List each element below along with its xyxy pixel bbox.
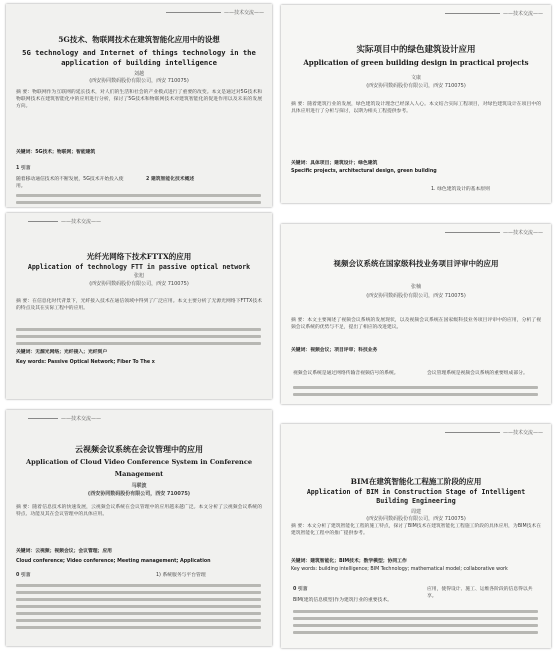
section-heading: 0 引言: [16, 573, 31, 578]
body-column-right: 1) 系统服务与平台管理: [156, 573, 206, 578]
keywords: 关键词：建筑智能化；BIM技术；数学模型；协同工作: [291, 559, 407, 564]
abstract: 摘 要：随着建筑行业的发展，绿色建筑设计理念已经深入人心。本文结合实际工程项目，对绿色建筑设计在项目中的具体应用进行了分析与探讨，以期为相关工程提供参考。: [291, 102, 541, 114]
column-header: ——技术交流——: [445, 429, 543, 436]
author: 张旭: [133, 273, 144, 279]
body-text-lines: [16, 194, 261, 207]
affiliation: (西安协同数码股份有限公司，西安 710075): [366, 83, 466, 89]
section-heading: 1 引言: [16, 166, 31, 171]
keywords: 关键词：视频会议；项目评审；科技业务: [291, 348, 378, 353]
column-header: ——技术交流——: [166, 9, 264, 16]
author: 张楠: [410, 284, 421, 290]
keywords-en: Key words: building intelligence; BIM Technology; mathematical model; collaborative work: [291, 567, 508, 572]
abstract: 摘 要：在信息化时代背景下，光纤接入技术在通信领域中得到了广泛应用。本文主要分析了无源光网络下FTTX技术的特点及其在实际工程中的应用。: [16, 299, 262, 311]
keywords-en: Key words: Passive Optical Network; Fiber To The x: [16, 360, 155, 365]
article-title-cn: 光纤光网络下技术FTTX的应用: [86, 252, 192, 261]
article-title-cn: 云视频会议系统在会议管理中的应用: [75, 444, 203, 454]
body-column-left: BIM(建筑信息模型)作为建筑行业的重要技术。: [293, 598, 392, 603]
article-title-en: Application of green building design in practical projects: [303, 58, 529, 67]
affiliation: (西安协同数码股份有限公司，西安 710075): [366, 293, 466, 299]
article-title-cn: 实际项目中的绿色建筑设计应用: [356, 45, 476, 55]
article-title-cn: BIM在建筑智能化工程施工阶段的应用: [350, 477, 482, 486]
section-heading: 1. 绿色建筑设计的基本原则: [431, 187, 490, 192]
article-clipping-5g: [6, 4, 272, 207]
article-title-en-line2: Building Engineering: [376, 497, 456, 505]
article-title-en-line1: Application of BIM in Construction Stage of Intelligent: [306, 488, 526, 496]
abstract: 摘 要：本文主要阐述了视频会议系统的发展现状，以及视频会议系统在国家级科技业务项目评审中的应用，分析了视频会议系统的优势与不足，提出了相应的改进建议。: [291, 318, 541, 330]
affiliation: (西安协同数码股份有限公司，西安 710075): [366, 516, 466, 522]
article-title-en: Application of technology FTT in passive optical network: [27, 263, 251, 271]
affiliation: (西安协同数码股份有限公司，西安 710075): [89, 78, 189, 84]
article-clipping-bim: [281, 424, 551, 648]
article-clipping-video-conference-review: [281, 224, 551, 404]
author: 周建: [410, 509, 421, 515]
section-heading: 0 引言: [293, 587, 308, 592]
column-header: ——技术交流——: [28, 218, 101, 225]
body-text-lines: [16, 328, 261, 349]
article-title-cn: 5G技术、物联网技术在建筑智能化应用中的设想: [58, 35, 220, 44]
article-clipping-fttx: [6, 213, 272, 399]
keywords: 关键词：无源光网络；光纤接入；光纤到户: [16, 350, 108, 355]
author: 刘越: [133, 71, 144, 77]
author: 马联波: [131, 483, 147, 489]
affiliation: (西安协同数码股份有限公司，西安 710075): [87, 491, 191, 497]
column-header: ——技术交流——: [445, 10, 543, 17]
column-header: ——技术交流——: [28, 415, 101, 422]
author: 文康: [410, 75, 421, 81]
abstract: 摘 要：随着信息技术的快速发展，云视频会议系统在会议管理中的应用越来越广泛。本文分析了云视频会议系统的特点、功能及其在会议管理中的具体应用。: [16, 505, 262, 517]
keywords: 关键词：具体项目；建筑设计；绿色建筑: [291, 161, 378, 166]
article-title-cn: 视频会议系统在国家级科技业务项目评审中的应用: [333, 259, 499, 268]
body-column-right: 2 建筑智能化技术概述: [146, 177, 195, 182]
body-text-lines: [293, 386, 538, 400]
body-text-lines: [293, 610, 538, 638]
keywords-en: Cloud conference; Video conference; Meeting management; Application: [16, 559, 211, 564]
article-title-en-line2: application of building intelligence: [61, 58, 217, 67]
body-column-left: 随着移动通信技术的不断发展，5G技术开始投入使用。: [16, 177, 124, 190]
keywords: 关键词：5G技术；物联网；智能建筑: [16, 150, 96, 155]
article-clipping-cloud-video-conference: [6, 410, 272, 646]
column-header: ——技术交流——: [445, 229, 543, 236]
abstract: 摘 要：物联网作为互联网的延长技术，对人们的生活和社会的产业模式进行了重要的改变。本文是通过对5G技术和物联网技术在建筑智能化中的应用进行分析，探讨了5G技术和物联网技术对建筑智能化的促进作用以及未来的发展方向。: [16, 90, 262, 109]
affiliation: (西安协同数码股份有限公司，西安 710075): [89, 281, 189, 287]
keywords-en: Specific projects, architectural design, green building: [291, 169, 437, 174]
body-text-lines: [16, 584, 261, 633]
body-column-right: 应用，使得设计、施工、运维各阶段的信息得以共享。: [427, 587, 533, 600]
body-column-left: 视频会议系统是通过网络传输音视频信号的系统。: [293, 371, 399, 376]
article-title-en-line1: 5G technology and Internet of things technology in the: [22, 48, 256, 57]
body-column-right: 会议管理系统是视频会议系统的重要组成部分。: [427, 371, 528, 376]
keywords: 关键词：云视频；视频会议；会议管理；应用: [16, 549, 112, 554]
abstract: 摘 要：本文分析了建筑智能化工程的施工特点，探讨了BIM技术在建筑智能化工程施工阶段的具体应用，为BIM技术在建筑智能化工程中的推广提供参考。: [291, 524, 541, 536]
article-title-en-line2: Management: [114, 470, 164, 478]
article-clipping-green-building: [281, 5, 551, 203]
article-title-en-line1: Application of Cloud Video Conference System in Conference: [25, 458, 253, 466]
